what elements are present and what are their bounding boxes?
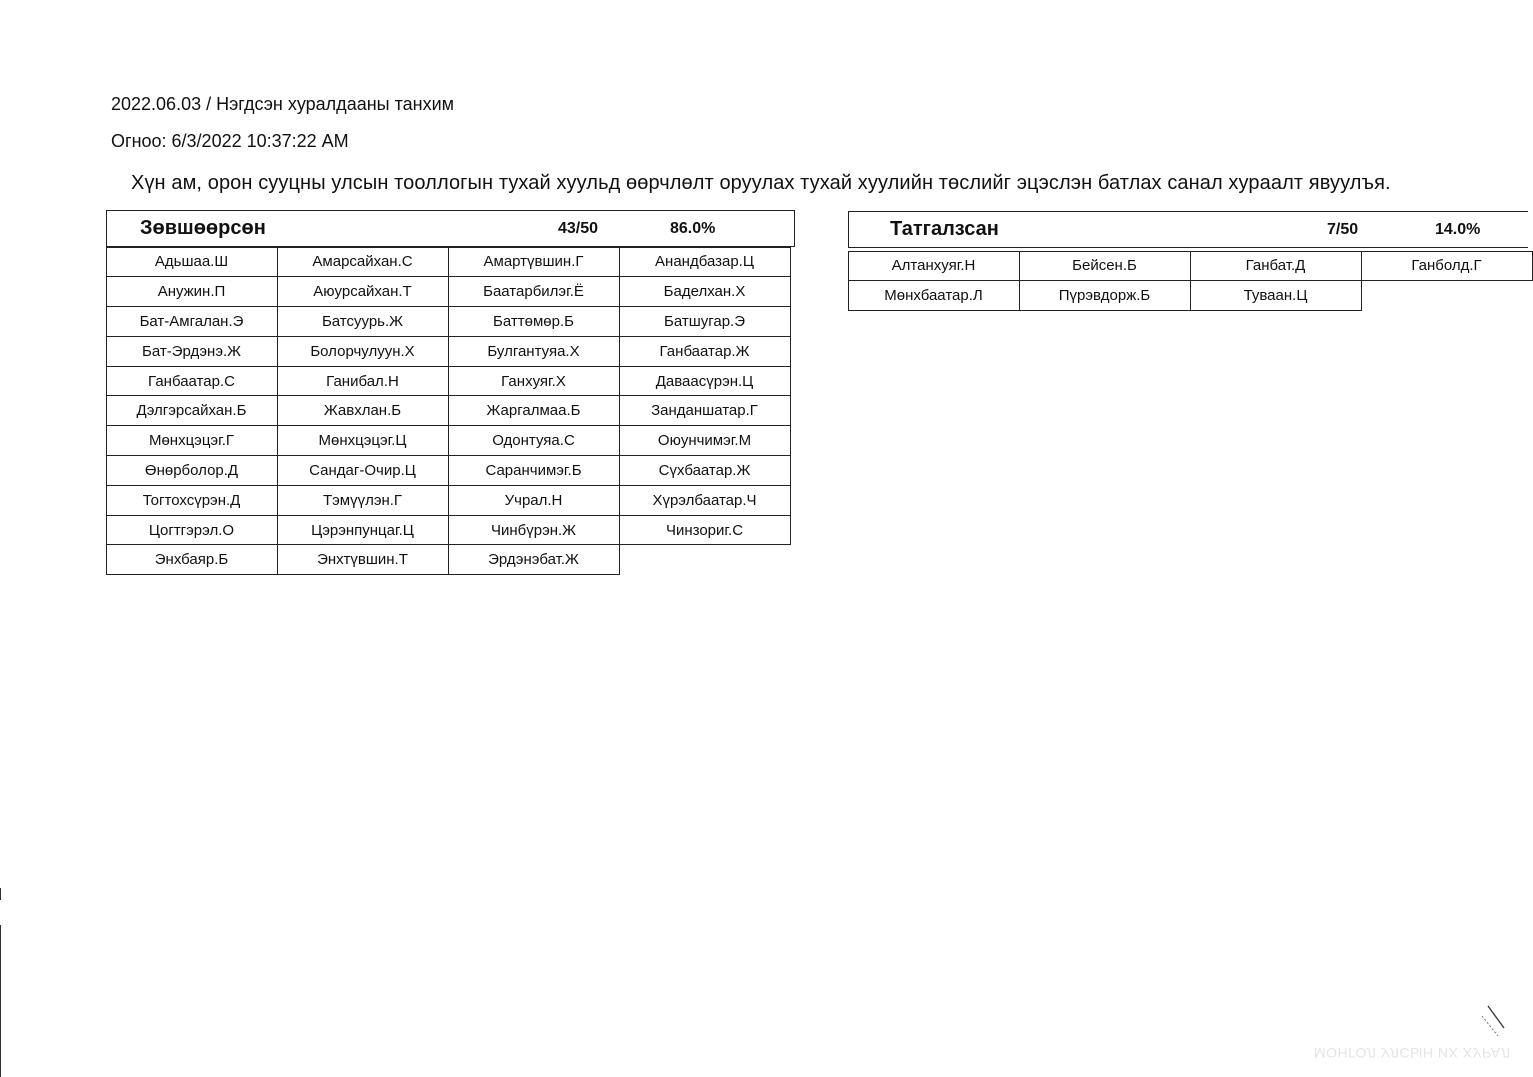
member-name-cell: Бейсен.Б [1019, 251, 1191, 282]
member-name-cell: Энхтүвшин.Т [277, 544, 449, 575]
member-name-cell: Батсуурь.Ж [277, 306, 449, 337]
rejected-count: 7/50 [1327, 221, 1359, 238]
binder-mark [0, 888, 1, 900]
member-name-cell: Амарсайхан.С [277, 247, 449, 278]
member-name-cell: Жаргалмаа.Б [448, 395, 620, 426]
member-name-cell: Бат-Эрдэнэ.Ж [106, 336, 278, 367]
pen-stroke-icon [1474, 1004, 1506, 1038]
member-name-cell: Тэмүүлэн.Г [277, 485, 449, 516]
member-name-cell: Ганболд.Г [1361, 251, 1533, 282]
member-name-cell: Цэрэнпунцаг.Ц [277, 515, 449, 546]
approved-names-grid [106, 247, 790, 575]
member-name-cell: Бат-Амгалан.Э [106, 306, 278, 337]
member-name-cell: Ганхуяг.Х [448, 366, 620, 397]
member-name-cell: Цогтгэрэл.О [106, 515, 278, 546]
member-name-cell: Батшугар.Э [619, 306, 791, 337]
approved-count: 43/50 [558, 220, 599, 237]
member-name-cell: Эрдэнэбат.Ж [448, 544, 620, 575]
member-name-cell: Занданшатар.Г [619, 395, 791, 426]
member-name-cell: Баатарбилэг.Ё [448, 276, 620, 307]
member-name-cell: Ганбаатар.Ж [619, 336, 791, 367]
member-name-cell: Сандаг-Очир.Ц [277, 455, 449, 486]
approved-title: Зөвшөөрсөн [140, 217, 266, 239]
member-name-cell: Адьшаа.Ш [106, 247, 278, 278]
member-name-cell: Сүхбаатар.Ж [619, 455, 791, 486]
member-name-cell: Болорчулуун.Х [277, 336, 449, 367]
member-name-cell: Булгантуяа.Х [448, 336, 620, 367]
rejected-title: Татгалзсан [890, 218, 999, 240]
member-name-cell: Амартүвшин.Г [448, 247, 620, 278]
member-name-cell: Энхбаяр.Б [106, 544, 278, 575]
member-name-cell: Дэлгэрсайхан.Б [106, 395, 278, 426]
member-name-cell: Анужин.П [106, 276, 278, 307]
approved-percent: 86.0% [670, 220, 716, 237]
member-name-cell: Чинбүрэн.Ж [448, 515, 620, 546]
member-name-cell: Одонтуяа.С [448, 425, 620, 456]
member-name-cell: Саранчимэг.Б [448, 455, 620, 486]
member-name-cell: Ганбат.Д [1190, 251, 1362, 282]
motion-text: Хүн ам, орон сууцны улсын тооллогын тухай хуульд өөрчлөлт оруулах тухай хуулийн төслийг эцэслэн батлах санал хураалт явуулъя. [131, 172, 1391, 194]
session-line: 2022.06.03 / Нэгдсэн хуралдааны танхим [111, 94, 455, 114]
member-name-cell: Өнөрболор.Д [106, 455, 278, 486]
member-name-cell: Туваан.Ц [1190, 280, 1362, 311]
member-name-cell: Анандбазар.Ц [619, 247, 791, 278]
member-name-cell: Тогтохсүрэн.Д [106, 485, 278, 516]
member-name-cell: Пүрэвдорж.Б [1019, 280, 1191, 311]
member-name-cell: Баттөмөр.Б [448, 306, 620, 337]
member-name-cell: Алтанхуяг.Н [848, 251, 1020, 282]
member-name-cell: Учрал.Н [448, 485, 620, 516]
member-name-cell: Ганибал.Н [277, 366, 449, 397]
member-name-cell: Хүрэлбаатар.Ч [619, 485, 791, 516]
rejected-header [848, 211, 1528, 248]
member-name-cell: Даваасүрэн.Ц [619, 366, 791, 397]
member-name-cell: Оюунчимэг.М [619, 425, 791, 456]
member-name-cell: Мөнхцэцэг.Ц [277, 425, 449, 456]
member-name-cell: Жавхлан.Б [277, 395, 449, 426]
date-line: Огноо: 6/3/2022 10:37:22 AM [111, 131, 349, 151]
member-name-cell: Баделхан.Х [619, 276, 791, 307]
member-name-cell: Ганбаатар.С [106, 366, 278, 397]
binder-mark [0, 925, 1, 1077]
member-name-cell: Мөнхбаатар.Л [848, 280, 1020, 311]
approved-header [106, 210, 795, 247]
member-name-cell: Аюурсайхан.Т [277, 276, 449, 307]
member-name-cell: Мөнхцэцэг.Г [106, 425, 278, 456]
member-name-cell: Чинзориг.С [619, 515, 791, 546]
rejected-percent: 14.0% [1435, 221, 1481, 238]
rejected-names-grid [848, 251, 1532, 311]
watermark: МОНГОЛ УЛСЫН ИХ ХУРАЛ [1314, 1045, 1511, 1061]
